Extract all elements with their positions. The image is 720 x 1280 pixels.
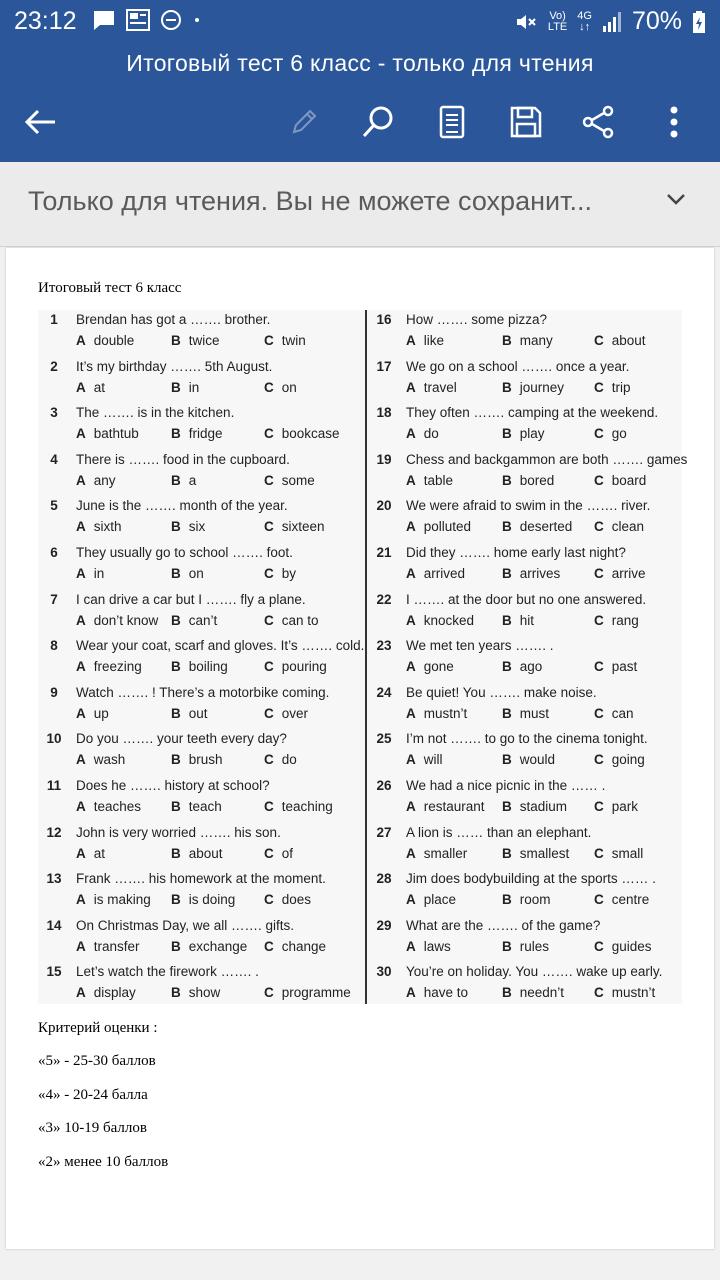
question-text: I can drive a car but I ……. fly a plane.: [76, 591, 306, 607]
option-a: A bathtub: [76, 426, 139, 442]
question-number: 13: [46, 871, 62, 887]
option-c: C some: [264, 472, 315, 488]
option-b: B twice: [171, 333, 220, 348]
battery-percent: 70%: [631, 7, 682, 35]
option-c: C by: [264, 565, 297, 581]
criteria-line: «4» - 20-24 балла: [38, 1086, 148, 1103]
read-only-banner[interactable]: [0, 162, 720, 247]
option-c: C over: [264, 705, 309, 721]
option-a: A in: [76, 565, 105, 581]
question-number: 12: [46, 824, 62, 840]
document-title-bar: Итоговый тест 6 класс - только для чтения: [126, 50, 594, 76]
question-number: 16: [376, 312, 392, 327]
question-number: 9: [50, 684, 58, 700]
option-c: C clean: [594, 519, 645, 535]
option-a: A place: [406, 892, 457, 908]
question-number: 6: [50, 544, 58, 560]
option-a: A wash: [76, 752, 126, 768]
answer-options: [406, 799, 696, 817]
option-c: C board: [594, 472, 647, 488]
question-number: 18: [376, 405, 392, 421]
option-b: B arrives: [502, 565, 561, 581]
question-item: [368, 450, 686, 497]
criteria-line: «2» менее 10 баллов: [38, 1153, 169, 1170]
option-b: B teach: [171, 798, 222, 814]
option-c: C arrive: [594, 565, 646, 581]
question-text: I ……. at the door but no one answered.: [406, 591, 647, 607]
answer-options: [76, 333, 366, 351]
question-item: [38, 590, 356, 637]
question-item: [38, 916, 356, 963]
question-number: 21: [376, 544, 392, 560]
option-b: B exchange: [171, 938, 248, 954]
option-c: C bookcase: [264, 426, 340, 442]
option-a: A up: [76, 705, 109, 721]
more-icon: [670, 106, 678, 138]
share-button[interactable]: [574, 98, 622, 146]
dot-icon: [192, 9, 202, 31]
answer-options: [76, 519, 366, 537]
question-text: There is ……. food in the cupboard.: [76, 451, 290, 467]
answer-options: [406, 380, 696, 398]
option-c: C of: [264, 845, 294, 861]
do-not-disturb-icon: [160, 9, 182, 31]
answer-options: [406, 519, 696, 537]
question-item: [368, 590, 686, 637]
question-number: 30: [376, 964, 392, 980]
option-c: C twin: [264, 333, 306, 348]
question-item: [368, 729, 686, 776]
option-a: A double: [76, 333, 135, 348]
question-item: [368, 869, 686, 916]
option-b: B can’t: [171, 612, 218, 628]
question-item: [368, 403, 686, 450]
option-b: B fridge: [171, 426, 223, 442]
chat-icon: [92, 9, 116, 31]
question-number: 14: [46, 917, 62, 933]
option-a: A polluted: [406, 519, 472, 535]
answer-options: [76, 473, 366, 491]
question-item: [38, 962, 356, 1009]
question-item: [368, 916, 686, 963]
question-item: [38, 823, 356, 870]
question-text: John is very worried ……. his son.: [76, 824, 281, 840]
option-b: B six: [171, 519, 206, 535]
question-text: Watch ……. ! There’s a motorbike coming.: [76, 684, 330, 700]
option-b: B out: [171, 705, 208, 721]
question-text: Frank ……. his homework at the moment.: [76, 871, 326, 887]
option-c: C go: [594, 426, 627, 442]
question-text: On Christmas Day, we all ……. gifts.: [76, 917, 295, 933]
question-item: [38, 729, 356, 776]
test-image: [38, 310, 688, 1004]
answer-options: [76, 846, 366, 864]
option-b: B must: [502, 705, 550, 721]
criteria-line: «3» 10-19 баллов: [38, 1120, 147, 1137]
document-page[interactable]: [6, 248, 714, 1249]
answer-options: [406, 566, 696, 584]
answer-options: [406, 659, 696, 677]
option-b: B bored: [502, 472, 555, 488]
option-b: B smallest: [502, 845, 570, 861]
answer-options: [76, 939, 366, 957]
app-header: [0, 0, 720, 162]
option-a: A do: [406, 426, 439, 442]
news-icon: [126, 9, 150, 31]
option-a: A laws: [406, 938, 451, 954]
save-icon: [509, 105, 543, 139]
option-a: A don’t know: [76, 612, 159, 628]
answer-options: [406, 426, 696, 444]
option-b: B boiling: [171, 659, 228, 675]
back-button[interactable]: [16, 98, 64, 146]
question-text: We were afraid to swim in the ……. river.: [406, 498, 651, 514]
option-a: A display: [76, 985, 136, 1001]
question-number: 5: [50, 498, 58, 514]
option-a: A is making: [76, 892, 151, 908]
question-text: A lion is …… than an elephant.: [406, 824, 592, 840]
answer-options: [76, 380, 366, 398]
question-item: [38, 496, 356, 543]
question-text: I’m not ……. to go to the cinema tonight.: [406, 731, 648, 747]
question-text: Wear your coat, scarf and gloves. It’s ……. cold.: [76, 638, 365, 654]
question-item: [368, 962, 686, 1009]
question-item: [38, 450, 356, 497]
option-c: C guides: [594, 938, 652, 954]
option-c: C does: [264, 892, 312, 908]
status-right: [514, 7, 706, 36]
answer-options: [406, 846, 696, 864]
option-c: C teaching: [264, 798, 333, 814]
option-a: A at: [76, 379, 106, 395]
battery-charging-icon: [692, 10, 706, 34]
option-a: A gone: [406, 659, 454, 675]
option-b: B deserted: [502, 519, 573, 535]
question-number: 15: [46, 964, 62, 980]
question-text: It’s my birthday ……. 5th August.: [76, 358, 273, 374]
question-item: [38, 869, 356, 916]
mute-icon: [514, 10, 538, 34]
criteria-title: Критерий оценки :: [38, 1020, 158, 1036]
question-item: [368, 636, 686, 683]
option-b: B ago: [502, 659, 543, 675]
option-a: A smaller: [406, 845, 468, 861]
question-number: 29: [376, 917, 392, 933]
question-text: We met ten years ……. .: [406, 638, 554, 654]
answer-options: [406, 613, 696, 631]
option-b: B in: [171, 379, 200, 395]
question-item: [38, 310, 356, 357]
question-item: [368, 310, 686, 357]
question-text: We go on a school ……. once a year.: [406, 358, 630, 374]
option-a: A have to: [406, 985, 469, 1001]
question-item: [368, 496, 686, 543]
question-number: 27: [376, 824, 392, 840]
question-item: [368, 357, 686, 404]
status-time: 23:12: [14, 7, 77, 35]
option-b: B is doing: [171, 892, 236, 908]
option-a: A sixth: [76, 519, 122, 535]
answer-options: [406, 752, 696, 770]
question-number: 17: [376, 358, 392, 374]
signal-icon: [602, 11, 622, 33]
question-item: [368, 683, 686, 730]
question-item: [368, 776, 686, 823]
answer-options: [76, 985, 366, 1003]
answer-options: [406, 473, 696, 491]
question-number: 7: [50, 591, 58, 607]
option-b: B many: [502, 333, 553, 348]
option-c: C sixteen: [264, 519, 325, 535]
option-a: A restaurant: [406, 798, 485, 814]
option-c: C trip: [594, 379, 631, 395]
option-a: A like: [406, 333, 445, 348]
question-text: They usually go to school ……. foot.: [76, 544, 293, 560]
edit-button[interactable]: [280, 98, 328, 146]
question-text: The ……. is in the kitchen.: [76, 405, 235, 421]
option-b: B brush: [171, 752, 223, 768]
question-number: 1: [50, 312, 58, 327]
question-number: 24: [376, 684, 392, 700]
option-c: C can: [594, 705, 634, 721]
question-item: [38, 683, 356, 730]
network-type: 4G ↓↑: [577, 9, 592, 33]
question-text: Chess and backgammon are both ……. games: [406, 451, 688, 467]
option-c: C small: [594, 845, 644, 861]
question-item: [38, 543, 356, 590]
question-text: June is the ……. month of the year.: [76, 498, 288, 514]
option-c: C programme: [264, 985, 351, 1001]
answer-options: [76, 892, 366, 910]
option-a: A transfer: [76, 938, 140, 954]
option-a: A knocked: [406, 612, 475, 628]
question-item: [38, 776, 356, 823]
question-number: 8: [50, 638, 58, 654]
banner-message: Только для чтения. Вы не можете сохранит...: [28, 186, 592, 216]
option-a: A at: [76, 845, 106, 861]
grading-criteria: [38, 1020, 168, 1187]
question-number: 22: [376, 591, 392, 607]
edit-pencil-icon: [288, 106, 320, 138]
question-text: How ……. some pizza?: [406, 312, 548, 327]
criteria-line: «5» - 25-30 баллов: [38, 1053, 156, 1070]
question-number: 28: [376, 871, 392, 887]
search-icon: [361, 105, 395, 139]
answer-options: [406, 939, 696, 957]
option-a: A freezing: [76, 659, 142, 675]
column-divider: [365, 310, 367, 1004]
question-text: What are the ……. of the game?: [406, 917, 601, 933]
search-button[interactable]: [354, 98, 402, 146]
question-number: 23: [376, 638, 392, 654]
option-b: B room: [502, 892, 551, 908]
answer-options: [76, 799, 366, 817]
option-c: C mustn’t: [594, 985, 656, 1001]
answer-options: [76, 659, 366, 677]
option-a: A teaches: [76, 798, 142, 814]
option-a: A mustn’t: [406, 705, 468, 721]
option-a: A will: [406, 752, 443, 768]
questions-column-right: [368, 310, 686, 1009]
notification-icons: [92, 9, 202, 31]
question-text: Jim does bodybuilding at the sports …… .: [406, 871, 656, 887]
question-text: We had a nice picnic in the …… .: [406, 777, 606, 793]
question-item: [38, 636, 365, 683]
questions-column-left: [38, 310, 365, 1009]
question-text: Did they ……. home early last night?: [406, 544, 626, 560]
save-button[interactable]: [502, 98, 550, 146]
question-text: Be quiet! You ……. make noise.: [406, 684, 597, 700]
option-b: B journey: [502, 379, 565, 395]
question-item: [38, 403, 356, 450]
question-number: 26: [376, 777, 392, 793]
reading-view-icon: [439, 105, 465, 139]
answer-options: [76, 613, 366, 631]
option-b: B a: [171, 472, 197, 488]
option-a: A travel: [406, 379, 457, 395]
question-text: You’re on holiday. You ……. wake up early.: [406, 964, 663, 980]
option-a: A any: [76, 472, 116, 488]
option-b: B play: [502, 426, 545, 442]
chevron-down-icon[interactable]: [666, 192, 686, 206]
option-c: C do: [264, 752, 297, 768]
option-c: C rang: [594, 612, 639, 628]
option-c: C park: [594, 798, 639, 814]
option-c: C on: [264, 379, 297, 395]
reading-view-button[interactable]: [428, 98, 476, 146]
more-options-button[interactable]: [650, 98, 698, 146]
answer-options: [76, 706, 366, 724]
volte-indicator: Vo) LTE: [547, 9, 568, 33]
option-c: C about: [594, 333, 646, 348]
question-item: [368, 543, 686, 590]
option-b: B on: [171, 565, 204, 581]
answer-options: [76, 752, 366, 770]
option-a: A arrived: [406, 565, 466, 581]
question-number: 11: [46, 777, 62, 793]
option-c: C past: [594, 659, 638, 675]
option-b: B about: [171, 845, 223, 861]
toolbar: [0, 98, 720, 146]
answer-options: [406, 333, 696, 351]
question-number: 10: [46, 731, 62, 747]
answer-options: [406, 892, 696, 910]
question-item: [368, 823, 686, 870]
question-text: Brendan has got a ……. brother.: [76, 312, 271, 327]
question-number: 2: [50, 358, 58, 374]
answer-options: [406, 985, 696, 1003]
answer-options: [406, 706, 696, 724]
question-text: They often ……. camping at the weekend.: [406, 405, 659, 421]
option-c: C centre: [594, 892, 650, 908]
option-c: C change: [264, 938, 327, 954]
answer-options: [76, 426, 366, 444]
option-b: B needn’t: [502, 985, 565, 1001]
question-text: Do you ……. your teeth every day?: [76, 731, 287, 747]
option-a: A table: [406, 472, 454, 488]
option-b: B hit: [502, 612, 535, 628]
question-number: 20: [376, 498, 392, 514]
status-bar: [0, 0, 720, 44]
question-number: 19: [376, 451, 392, 467]
question-text: Let’s watch the firework ……. .: [76, 964, 259, 980]
question-number: 3: [50, 405, 58, 421]
answer-options: [76, 566, 366, 584]
option-c: C pouring: [264, 659, 327, 675]
option-b: B rules: [502, 938, 550, 954]
option-b: B would: [502, 752, 556, 768]
option-c: C going: [594, 752, 645, 768]
question-number: 4: [50, 451, 58, 467]
share-icon: [581, 105, 615, 139]
question-number: 25: [376, 731, 392, 747]
option-b: B show: [171, 985, 221, 1001]
question-item: [38, 357, 356, 404]
option-b: B stadium: [502, 798, 568, 814]
question-text: Does he ……. history at school?: [76, 777, 270, 793]
option-c: C can to: [264, 612, 319, 628]
doc-heading: Итоговый тест 6 класс: [38, 280, 182, 296]
back-arrow-icon: [23, 108, 57, 136]
